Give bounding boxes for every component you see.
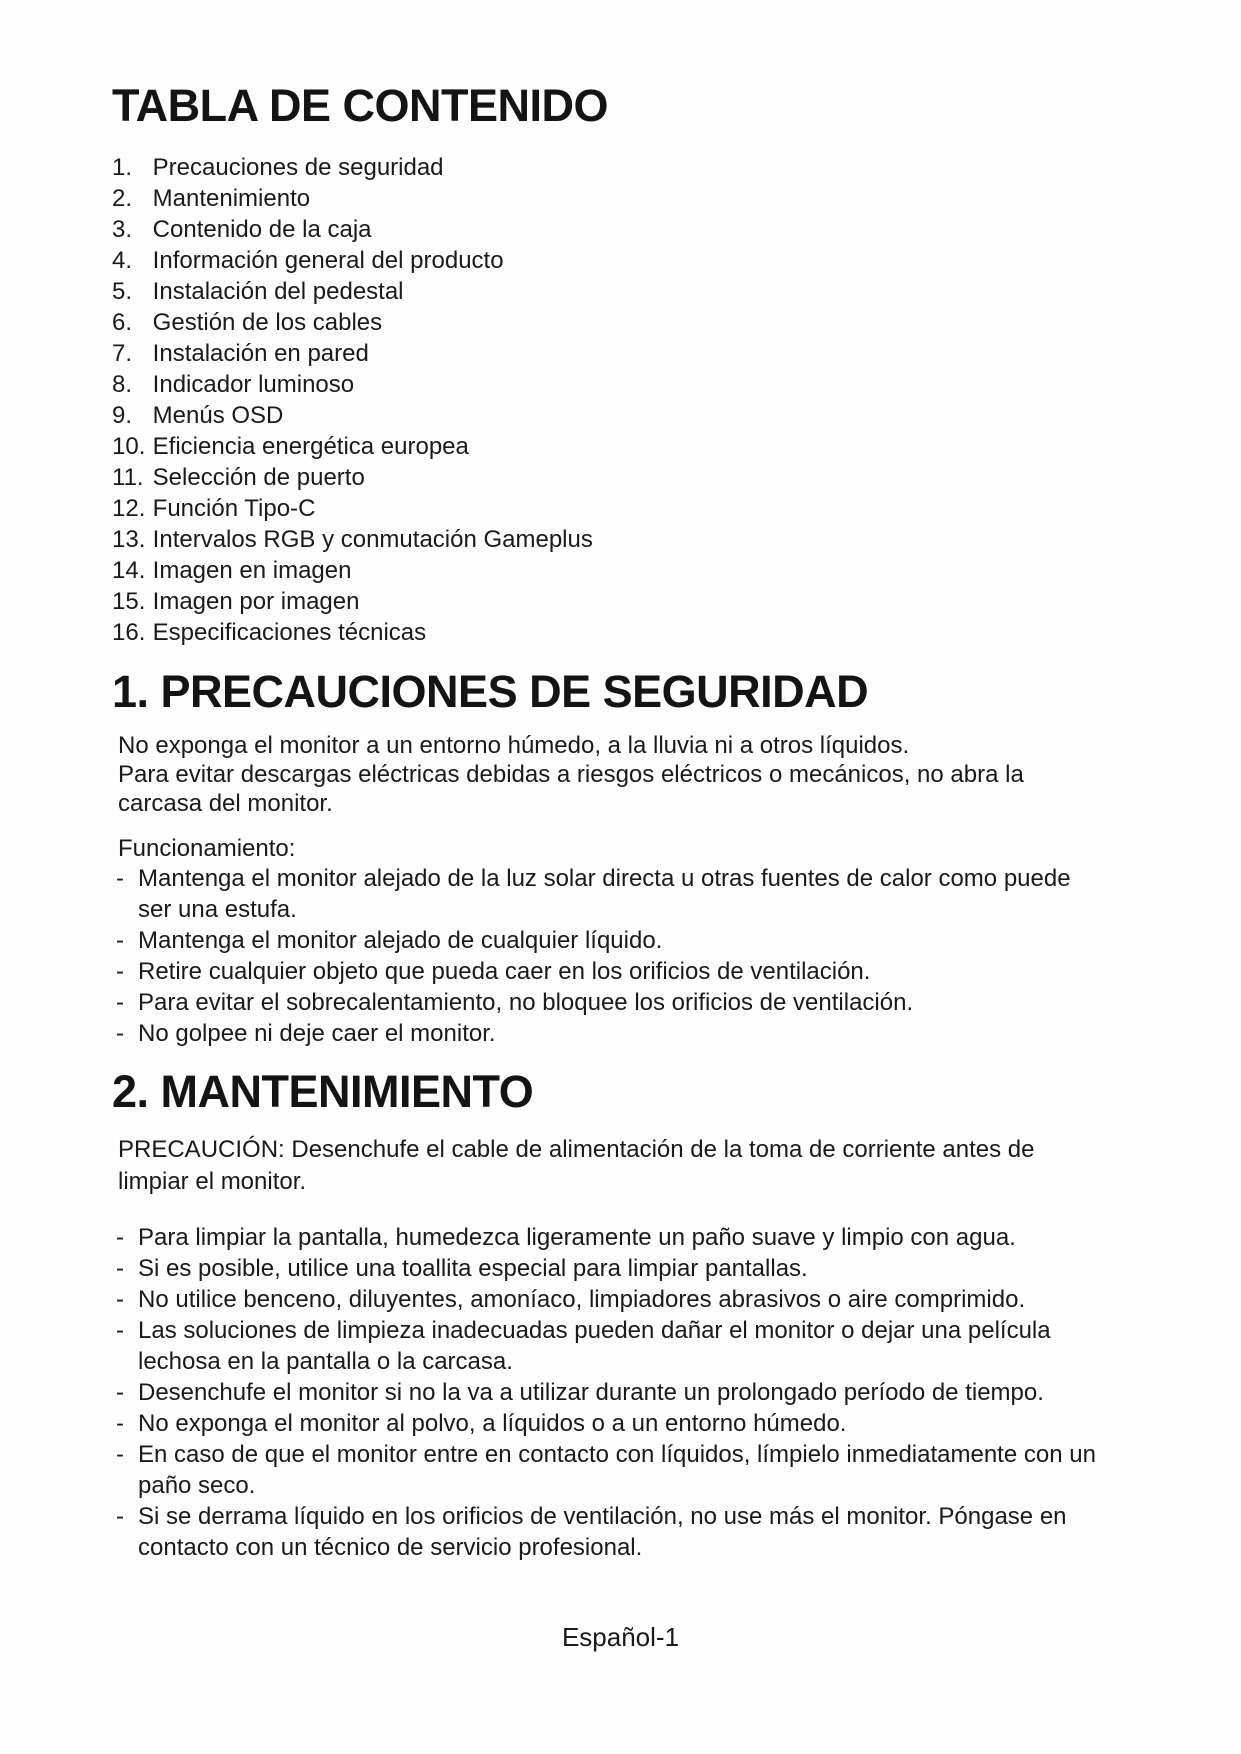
bullet-dash: - [116, 958, 124, 985]
operation-label: Funcionamiento: [118, 835, 296, 862]
toc-item [112, 183, 593, 214]
safety-intro-line: No exponga el monitor a un entorno húmedo, a la lluvia ni a otros líquidos. [118, 732, 910, 759]
toc-item [112, 493, 593, 524]
bullet-dash: - [116, 989, 124, 1016]
list-item [116, 1253, 1126, 1284]
toc-item [112, 524, 593, 555]
list-item-text: Para limpiar la pantalla, humedezca ligeramente un paño suave y limpio con agua. [138, 1224, 1016, 1251]
toc-item-label: Mantenimiento [152, 185, 311, 212]
toc-item-label: Función Tipo-C [152, 495, 316, 522]
toc-item-label: Instalación en pared [152, 340, 369, 367]
toc-item [112, 369, 593, 400]
list-item [116, 925, 1076, 956]
toc-item [112, 214, 593, 245]
toc-item [112, 152, 593, 183]
toc-item [112, 400, 593, 431]
toc-item-number: 2. [112, 185, 133, 212]
bullet-dash: - [116, 1503, 124, 1530]
bullet-dash: - [116, 865, 124, 892]
bullet-dash: - [116, 1441, 124, 1468]
bullet-dash: - [116, 1317, 124, 1344]
list-item [116, 863, 1076, 925]
toc-item-number: 9. [112, 402, 133, 429]
list-item-text: No exponga el monitor al polvo, a líquidos o a un entorno húmedo. [138, 1410, 847, 1437]
toc-item-number: 13. [112, 526, 146, 553]
bullet-dash: - [116, 1379, 124, 1406]
toc-title: TABLA DE CONTENIDO [112, 80, 608, 131]
toc-item-number: 5. [112, 278, 133, 305]
toc-item-label: Imagen por imagen [152, 588, 360, 615]
maintenance-caution: PRECAUCIÓN: Desenchufe el cable de alimentación de la toma de corriente antes de limpiar el monitor. [118, 1136, 1035, 1195]
list-item-text: Mantenga el monitor alejado de cualquier líquido. [138, 927, 663, 954]
toc-item-number: 3. [112, 216, 133, 243]
toc-item-label: Precauciones de seguridad [152, 154, 444, 181]
list-item [116, 1501, 1126, 1563]
safety-bullet-list [116, 863, 1076, 1049]
toc-item-label: Imagen en imagen [152, 557, 352, 584]
list-item-text: Las soluciones de limpieza inadecuadas pueden dañar el monitor o dejar una película lechosa en la pantalla o la carcasa. [138, 1317, 1051, 1375]
toc-item-label: Contenido de la caja [152, 216, 372, 243]
toc-item-number: 4. [112, 247, 133, 274]
toc-item-number: 12. [112, 495, 146, 522]
maintenance-bullet-list [116, 1222, 1126, 1563]
toc-item-number: 10. [112, 433, 146, 460]
bullet-dash: - [116, 927, 124, 954]
safety-intro [118, 731, 1078, 818]
list-item [116, 1315, 1126, 1377]
toc-item-label: Instalación del pedestal [152, 278, 404, 305]
safety-section-title: 1. PRECAUCIONES DE SEGURIDAD [112, 666, 869, 717]
toc-item-number: 7. [112, 340, 133, 367]
list-item-text: Para evitar el sobrecalentamiento, no bloquee los orificios de ventilación. [138, 989, 914, 1016]
list-item [116, 1439, 1126, 1501]
toc-item [112, 617, 593, 648]
toc-item-label: Gestión de los cables [152, 309, 383, 336]
toc-item [112, 555, 593, 586]
list-item [116, 987, 1076, 1018]
toc-item-label: Indicador luminoso [152, 371, 355, 398]
toc-item [112, 338, 593, 369]
toc-item-number: 15. [112, 588, 146, 615]
bullet-dash: - [116, 1286, 124, 1313]
list-item-text: Desenchufe el monitor si no la va a utilizar durante un prolongado período de tiempo. [138, 1379, 1044, 1406]
list-item [116, 956, 1076, 987]
toc-item-label: Información general del producto [152, 247, 504, 274]
list-item-text: No utilice benceno, diluyentes, amoníaco, limpiadores abrasivos o aire comprimido. [138, 1286, 1026, 1313]
bullet-dash: - [116, 1410, 124, 1437]
toc-item [112, 307, 593, 338]
bullet-dash: - [116, 1255, 124, 1282]
toc-item-number: 14. [112, 557, 146, 584]
toc-item [112, 431, 593, 462]
list-item-text: Retire cualquier objeto que pueda caer en los orificios de ventilación. [138, 958, 871, 985]
safety-intro-line: Para evitar descargas eléctricas debidas a riesgos eléctricos o mecánicos, no abra la carcasa del monitor. [118, 761, 1024, 817]
toc-item [112, 276, 593, 307]
toc-item-label: Eficiencia energética europea [152, 433, 469, 460]
toc-item-label: Selección de puerto [152, 464, 365, 491]
list-item [116, 1284, 1126, 1315]
list-item-text: Si se derrama líquido en los orificios de ventilación, no use más el monitor. Póngase en contacto con un técnico de servicio profesional. [138, 1503, 1067, 1561]
bullet-dash: - [116, 1224, 124, 1251]
toc-item-number: 16. [112, 619, 146, 646]
toc-item-label: Intervalos RGB y conmutación Gameplus [152, 526, 593, 553]
list-item [116, 1377, 1126, 1408]
list-item-text: Mantenga el monitor alejado de la luz solar directa u otras fuentes de calor como puede ser una estufa. [138, 865, 1071, 923]
list-item-text: Si es posible, utilice una toallita especial para limpiar pantallas. [138, 1255, 808, 1282]
toc-item-number: 11. [112, 464, 144, 491]
list-item [116, 1408, 1126, 1439]
maintenance-section-title: 2. MANTENIMIENTO [112, 1066, 534, 1117]
toc-item-number: 6. [112, 309, 133, 336]
list-item [116, 1222, 1126, 1253]
toc-item [112, 245, 593, 276]
list-item-text: En caso de que el monitor entre en contacto con líquidos, límpielo inmediatamente con un paño seco. [138, 1441, 1096, 1499]
bullet-dash: - [116, 1020, 124, 1047]
toc-item [112, 462, 593, 493]
toc-item-label: Menús OSD [152, 402, 284, 429]
toc-item-number: 1. [112, 154, 133, 181]
list-item-text: No golpee ni deje caer el monitor. [138, 1020, 496, 1047]
toc-item-label: Especificaciones técnicas [152, 619, 427, 646]
list-item [116, 1018, 1076, 1049]
toc-list [112, 152, 593, 648]
toc-item-number: 8. [112, 371, 133, 398]
toc-item [112, 586, 593, 617]
page-number: Español-1 [561, 1622, 680, 1652]
